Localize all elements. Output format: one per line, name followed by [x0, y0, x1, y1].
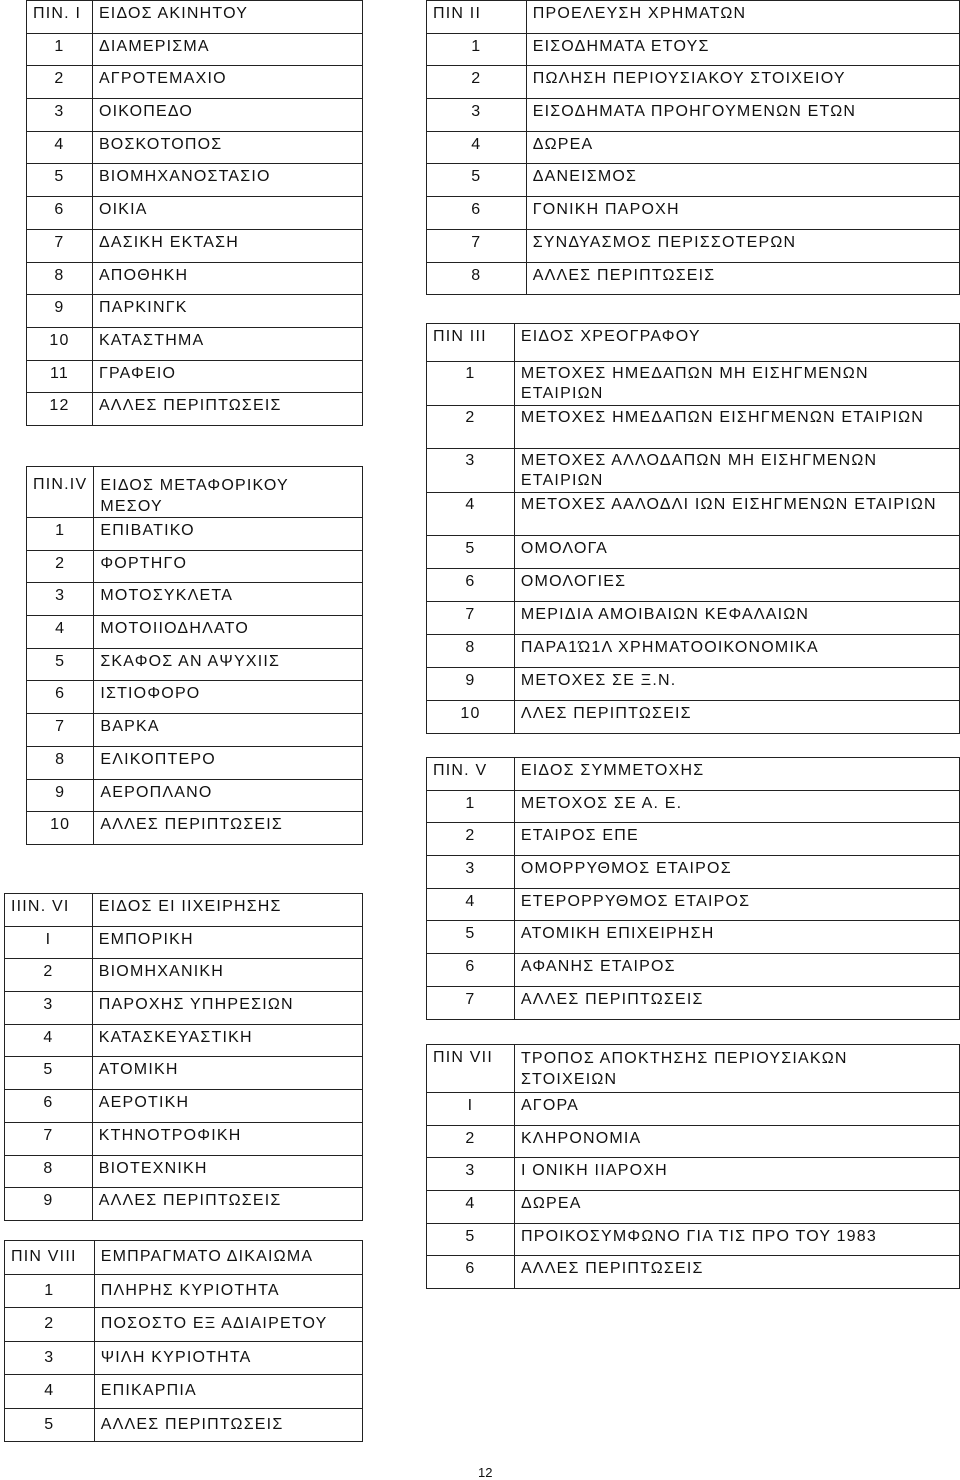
row-number: 4	[427, 1191, 515, 1224]
table-row	[427, 131, 960, 164]
table-row	[5, 1408, 363, 1442]
row-label: ΑΛΛΕΣ ΠΕΡΙΠΤΩΣΕΙΣ	[514, 1256, 959, 1289]
row-number: 4	[427, 131, 527, 164]
table-row	[427, 921, 960, 954]
row-label: ΑΛΛΕΣ ΠΕΡΙΠΤΩΣΕΙΣ	[92, 1188, 362, 1221]
row-label: ΑΕΡΟΤΙΚΗ	[92, 1090, 362, 1123]
row-label: ΒΙΟΜΗΧΑΝΙΚΗ	[92, 959, 362, 992]
row-label: ΟΙΚΙΑ	[92, 197, 362, 230]
table-row	[427, 635, 960, 668]
table-row	[5, 1375, 363, 1409]
table-row	[427, 1093, 960, 1126]
table-row	[5, 1057, 363, 1090]
row-label: ΛΛΕΣ ΠΕΡΙΠΤΩΣΕΙΣ	[514, 701, 959, 734]
row-number: 8	[27, 262, 93, 295]
table-row	[427, 1223, 960, 1256]
row-label: ΔΑΝΕΙΣΜΟΣ	[526, 164, 959, 197]
table-code: ΠΙΝ III	[427, 324, 515, 362]
row-number: 5	[427, 164, 527, 197]
row-number: 4	[427, 888, 515, 921]
row-label: ΙΣΤΙΟΦΟΡΟ	[94, 681, 363, 714]
table-code: ΠΙΝ. I	[27, 1, 93, 34]
page-number: 12	[478, 1465, 493, 1480]
table-header-row	[427, 1045, 960, 1093]
row-number: 2	[27, 66, 93, 99]
table-header-row	[427, 324, 960, 362]
row-number: 5	[27, 164, 93, 197]
row-label: ΠΩΛΗΣΗ ΠΕΡΙΟΥΣΙΑΚΟΥ ΣΤΟΙΧΕΙΟΥ	[526, 66, 959, 99]
row-label: ΒΙΟΜΗΧΑΝΟΣΤΑΣΙΟ	[92, 164, 362, 197]
row-label: ΣΚΑΦΟΣ ΑΝ ΑΨΥΧΙΙΣ	[94, 648, 363, 681]
table-pin-6	[4, 893, 363, 1221]
row-number: 6	[427, 569, 515, 602]
row-label: ΟΙΚΟΠΕΔΟ	[92, 99, 362, 132]
row-number: 6	[27, 197, 93, 230]
table-row	[427, 262, 960, 295]
table-row	[27, 131, 363, 164]
row-label: ΜΕΤΟΧΟΣ ΣΕ Α. Ε.	[514, 790, 959, 823]
table-row	[427, 536, 960, 569]
row-label: ΑΛΛΕΣ ΠΕΡΙΠΤΩΣΕΙΣ	[94, 812, 363, 845]
table-title: ΠΡΟΕΛΕΥΣΗ ΧΡΗΜΑΤΩΝ	[526, 1, 959, 34]
row-number: 5	[427, 536, 515, 569]
row-number: 6	[5, 1090, 93, 1123]
row-label: ΒΟΣΚΟΤΟΠΟΣ	[92, 131, 362, 164]
table-row	[427, 99, 960, 132]
row-label: ΜΕΤΟΧΕΣ ΗΜΕΔΑΠΩΝ ΜΗ ΕΙΣΗΓΜΕΝΩΝ ΕΤΑΙΡΙΩΝ	[514, 362, 959, 406]
row-number: 3	[427, 1158, 515, 1191]
row-number: 3	[427, 99, 527, 132]
row-number: 11	[27, 360, 93, 393]
table-row	[427, 362, 960, 406]
row-number: 3	[5, 992, 93, 1025]
row-label: ΨΙΛΗ ΚΥΡΙΟΤΗΤΑ	[94, 1341, 362, 1375]
row-label: ΑΤΟΜΙΚΗ ΕΠΙΧΕΙΡΗΣΗ	[514, 921, 959, 954]
row-label: Ι ΟΝΙΚΗ ΙΙΑΡΟΧΗ	[514, 1158, 959, 1191]
row-label: ΠΑΡΑ1Ώ1Λ ΧΡΗΜΑΤΟΟΙΚΟΝΟΜΙΚΑ	[514, 635, 959, 668]
table-row	[27, 550, 363, 583]
row-label: ΑΛΛΕΣ ΠΕΡΙΠΤΩΣΕΙΣ	[92, 393, 362, 426]
row-number: 10	[27, 327, 93, 360]
row-label: ΓΟΝΙΚΗ ΠΑΡΟΧΗ	[526, 197, 959, 230]
table-row	[427, 986, 960, 1019]
row-label: ΠΑΡΟΧΗΣ ΥΠΗΡΕΣΙΩΝ	[92, 992, 362, 1025]
row-number: 4	[427, 492, 515, 536]
table-row	[27, 714, 363, 747]
row-label: ΚΤΗΝΟΤΡΟΦΙΚΗ	[92, 1122, 362, 1155]
row-label: ΕΛΙΚΟΠΤΕΡΟ	[94, 746, 363, 779]
row-number: 3	[427, 449, 515, 493]
row-number: 1	[427, 362, 515, 406]
table-code: ΠΙΝ VIII	[5, 1241, 95, 1275]
row-number: 5	[427, 921, 515, 954]
row-label: ΜΕΡΙΔΙΑ ΑΜΟΙΒΑΙΩΝ ΚΕΦΑΛΑΙΩΝ	[514, 602, 959, 635]
row-number: 4	[27, 131, 93, 164]
table-row	[427, 701, 960, 734]
table-row	[27, 779, 363, 812]
row-label: ΔΙΑΜΕΡΙΣΜΑ	[92, 33, 362, 66]
row-number: Ι	[427, 1093, 515, 1126]
table-row	[427, 33, 960, 66]
row-number: 2	[427, 823, 515, 856]
row-label: ΦΟΡΤΗΓΟ	[94, 550, 363, 583]
row-number: 1	[427, 33, 527, 66]
table-row	[27, 262, 363, 295]
row-number: 6	[427, 954, 515, 987]
table-header-row	[5, 1241, 363, 1275]
table-row	[27, 164, 363, 197]
row-label: ΟΜΟΛΟΓΙΕΣ	[514, 569, 959, 602]
table-row	[427, 790, 960, 823]
table-row	[5, 959, 363, 992]
row-number: 3	[5, 1341, 95, 1375]
row-label: ΜΕΤΟΧΕΣ ΗΜΕΔΑΠΩΝ ΕΙΣΗΓΜΕΝΩΝ ΕΤΑΙΡΙΩΝ	[514, 405, 959, 449]
table-row	[5, 1122, 363, 1155]
table-row	[27, 812, 363, 845]
row-number: 9	[427, 668, 515, 701]
row-number: 2	[427, 66, 527, 99]
table-row	[427, 1256, 960, 1289]
row-label: ΔΩΡΕΑ	[514, 1191, 959, 1224]
row-number: 6	[427, 197, 527, 230]
table-row	[427, 1125, 960, 1158]
table-header-row	[427, 758, 960, 791]
row-number: 8	[27, 746, 94, 779]
table-row	[5, 1155, 363, 1188]
row-label: ΕΙΣΟΔΗΜΑΤΑ ΕΤΟΥΣ	[526, 33, 959, 66]
row-number: 4	[5, 1024, 93, 1057]
table-row	[5, 926, 363, 959]
table-row	[27, 197, 363, 230]
row-number: 8	[427, 262, 527, 295]
table-row	[27, 295, 363, 328]
row-number: 2	[5, 959, 93, 992]
table-code: ΠΙΝ. V	[427, 758, 515, 791]
row-number: 9	[27, 295, 93, 328]
row-label: ΒΙΟΤΕΧΝΙΚΗ	[92, 1155, 362, 1188]
row-label: ΕΤΕΡΟΡΡΥΘΜΟΣ ΕΤΑΙΡΟΣ	[514, 888, 959, 921]
table-row	[5, 1024, 363, 1057]
row-number: 9	[27, 779, 94, 812]
table-row	[5, 1341, 363, 1375]
row-label: ΜΕΤΟΧΕΣ ΑΛΛΟΔΑΠΩΝ ΜΗ ΕΙΣΗΓΜΕΝΩΝ ΕΤΑΙΡΙΩΝ	[514, 449, 959, 493]
table-code: ΙΙΙΝ. VI	[5, 894, 93, 927]
row-number: 9	[5, 1188, 93, 1221]
table-row	[427, 492, 960, 536]
table-header-row	[427, 1, 960, 34]
row-number: 7	[27, 714, 94, 747]
row-label: ΚΑΤΑΣΤΗΜΑ	[92, 327, 362, 360]
row-label: ΔΩΡΕΑ	[526, 131, 959, 164]
table-row	[427, 954, 960, 987]
table-row	[427, 668, 960, 701]
row-label: ΕΠΙΚΑΡΠΙΑ	[94, 1375, 362, 1409]
row-label: ΣΥΝΔΥΑΣΜΟΣ ΠΕΡΙΣΣΟΤΕΡΩΝ	[526, 229, 959, 262]
row-number: 1	[27, 518, 94, 551]
row-number: 7	[427, 986, 515, 1019]
table-row	[27, 746, 363, 779]
row-label: ΑΠΟΘΗΚΗ	[92, 262, 362, 295]
table-code: ΠΙΝ II	[427, 1, 527, 34]
row-number: 2	[5, 1308, 95, 1342]
row-label: ΜΟΤΟΙΙΟΔΗΛΑΤΟ	[94, 616, 363, 649]
table-header-row	[27, 1, 363, 34]
table-row	[27, 360, 363, 393]
table-pin-8	[4, 1240, 363, 1442]
table-row	[27, 327, 363, 360]
row-label: ΒΑΡΚΑ	[94, 714, 363, 747]
table-title: ΕΙΔΟΣ ΧΡΕΟΓΡΑΦΟΥ	[514, 324, 959, 362]
row-label: ΜΟΤΟΣΥΚΛΕΤΑ	[94, 583, 363, 616]
table-row	[27, 518, 363, 551]
row-number: 6	[27, 681, 94, 714]
row-label: ΑΕΡΟΠΛΑΝΟ	[94, 779, 363, 812]
table-row	[427, 164, 960, 197]
table-row	[427, 1191, 960, 1224]
row-number: 3	[27, 583, 94, 616]
table-title: ΤΡΟΠΟΣ ΑΠΟΚΤΗΣΗΣ ΠΕΡΙΟΥΣΙΑΚΩΝ ΣΤΟΙΧΕΙΩΝ	[514, 1045, 959, 1093]
table-row	[27, 99, 363, 132]
table-row	[27, 583, 363, 616]
table-row	[427, 405, 960, 449]
row-number: 2	[427, 1125, 515, 1158]
table-row	[427, 569, 960, 602]
row-label: ΕΙΣΟΔΗΜΑΤΑ ΠΡΟΗΓΟΥΜΕΝΩΝ ΕΤΩΝ	[526, 99, 959, 132]
table-header-row	[5, 894, 363, 927]
row-number: 7	[427, 602, 515, 635]
table-row	[27, 229, 363, 262]
row-label: ΠΡΟΙΚΟΣΥΜΦΩΝΟ ΓΙΑ ΤΙΣ ΠΡΟ ΤΟΥ 1983	[514, 1223, 959, 1256]
row-label: ΑΛΛΕΣ ΠΕΡΙΠΤΩΣΕΙΣ	[514, 986, 959, 1019]
row-number: 8	[5, 1155, 93, 1188]
table-pin-5	[426, 757, 960, 1020]
table-row	[5, 992, 363, 1025]
row-number: 5	[5, 1057, 93, 1090]
table-row	[427, 823, 960, 856]
table-row	[427, 66, 960, 99]
row-label: ΓΡΑΦΕΙΟ	[92, 360, 362, 393]
table-row	[27, 616, 363, 649]
table-row	[5, 1188, 363, 1221]
row-number: 5	[427, 1223, 515, 1256]
row-label: ΟΜΟΡΡΥΘΜΟΣ ΕΤΑΙΡΟΣ	[514, 856, 959, 889]
row-number: 12	[27, 393, 93, 426]
row-number: 8	[427, 635, 515, 668]
row-number: 1	[27, 33, 93, 66]
row-number: 6	[427, 1256, 515, 1289]
table-row	[427, 602, 960, 635]
row-label: ΠΛΗΡΗΣ ΚΥΡΙΟΤΗΤΑ	[94, 1274, 362, 1308]
table-row	[27, 33, 363, 66]
row-number: 7	[5, 1122, 93, 1155]
row-label: ΑΤΟΜΙΚΗ	[92, 1057, 362, 1090]
table-title: ΕΙΔΟΣ ΣΥΜΜΕΤΟΧΗΣ	[514, 758, 959, 791]
table-pin-7	[426, 1044, 960, 1289]
table-row	[427, 888, 960, 921]
row-label: ΑΛΛΕΣ ΠΕΡΙΠΤΩΣΕΙΣ	[94, 1408, 362, 1442]
table-pin-2	[426, 0, 960, 295]
row-label: ΕΠΙΒΑΤΙΚΟ	[94, 518, 363, 551]
row-number: 5	[27, 648, 94, 681]
table-row	[5, 1308, 363, 1342]
row-number: 3	[27, 99, 93, 132]
table-row	[27, 681, 363, 714]
table-title: ΕΜΠΡΑΓΜΑΤΟ ΔΙΚΑΙΩΜΑ	[94, 1241, 362, 1275]
row-label: ΚΑΤΑΣΚΕΥΑΣΤΙΚΗ	[92, 1024, 362, 1057]
table-row	[427, 1158, 960, 1191]
row-label: ΜΕΤΟΧΕΣ ΣΕ Ξ.Ν.	[514, 668, 959, 701]
table-title: ΕΙΔΟΣ ΕΙ ΙΙΧΕΙΡΗΣΗΣ	[92, 894, 362, 927]
table-row	[427, 229, 960, 262]
row-label: ΕΤΑΙΡΟΣ ΕΠΕ	[514, 823, 959, 856]
row-label: ΑΓΟΡΑ	[514, 1093, 959, 1126]
table-row	[427, 856, 960, 889]
table-row	[427, 449, 960, 493]
row-number: 10	[427, 701, 515, 734]
row-number: 5	[5, 1408, 95, 1442]
row-label: ΔΑΣΙΚΗ ΕΚΤΑΣΗ	[92, 229, 362, 262]
table-row	[5, 1090, 363, 1123]
row-number: 1	[427, 790, 515, 823]
row-label: ΑΛΛΕΣ ΠΕΡΙΠΤΩΣΕΙΣ	[526, 262, 959, 295]
row-number: 4	[27, 616, 94, 649]
table-pin-1	[26, 0, 363, 426]
row-number: 10	[27, 812, 94, 845]
table-row	[5, 1274, 363, 1308]
row-number: Ι	[5, 926, 93, 959]
table-title: ΕΙΔΟΣ ΜΕΤΑΦΟΡΙΚΟΥ ΜΕΣΟΥ	[94, 467, 363, 518]
table-title: ΕΙΔΟΣ ΑΚΙΝΗΤΟΥ	[92, 1, 362, 34]
table-code: ΠΙΝ VII	[427, 1045, 515, 1093]
row-number: 2	[27, 550, 94, 583]
table-row	[27, 66, 363, 99]
table-row	[27, 393, 363, 426]
row-label: ΜΕΤΟΧΕΣ ΑΑΛΟΔΛΙ ΙΩΝ ΕΙΣΗΓΜΕΝΩΝ ΕΤΑΙΡΙΩΝ	[514, 492, 959, 536]
table-pin-3	[426, 323, 960, 734]
row-number: 3	[427, 856, 515, 889]
table-row	[27, 648, 363, 681]
row-number: 4	[5, 1375, 95, 1409]
row-label: ΠΟΣΟΣΤΟ ΕΞ ΑΔΙΑΙΡΕΤΟΥ	[94, 1308, 362, 1342]
table-header-row	[27, 467, 363, 518]
row-number: 7	[427, 229, 527, 262]
row-number: 1	[5, 1274, 95, 1308]
row-number: 2	[427, 405, 515, 449]
row-label: ΠΑΡΚΙΝΓΚ	[92, 295, 362, 328]
row-label: ΕΜΠΟΡΙΚΗ	[92, 926, 362, 959]
table-code: ΠΙΝ.IV	[27, 467, 94, 518]
row-label: ΑΓΡΟΤΕΜΑΧΙΟ	[92, 66, 362, 99]
row-label: ΑΦΑΝΗΣ ΕΤΑΙΡΟΣ	[514, 954, 959, 987]
table-row	[427, 197, 960, 230]
row-label: ΚΛΗΡΟΝΟΜΙΑ	[514, 1125, 959, 1158]
table-pin-4	[26, 466, 363, 845]
row-label: ΟΜΟΛΟΓΑ	[514, 536, 959, 569]
row-number: 7	[27, 229, 93, 262]
